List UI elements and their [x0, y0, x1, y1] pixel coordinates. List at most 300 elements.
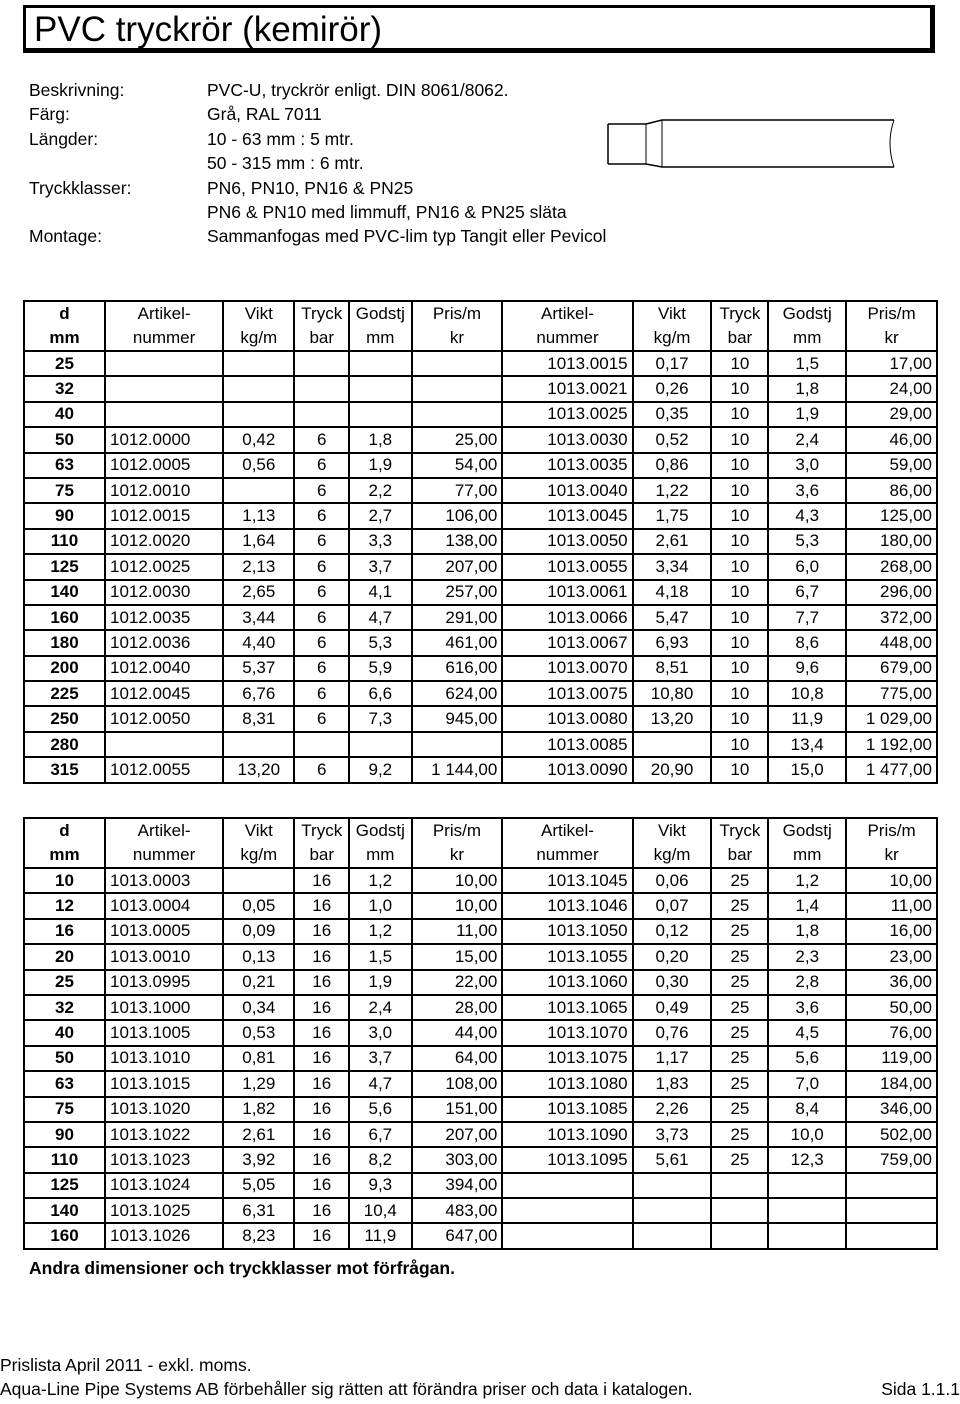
- table-cell: 28,00: [412, 995, 503, 1020]
- table-cell: 10: [711, 580, 768, 605]
- table-cell: [711, 1198, 768, 1223]
- table-cell: 160: [24, 1223, 105, 1248]
- header-row: [24, 326, 937, 351]
- table-cell: 1,9: [349, 970, 411, 995]
- table-cell: [768, 1223, 846, 1248]
- description-value: PN6 & PN10 med limmuff, PN16 & PN25 släta: [207, 201, 567, 222]
- column-header: mm: [768, 326, 846, 351]
- table-cell: 25: [711, 1071, 768, 1096]
- table-cell: [349, 732, 411, 757]
- table-cell: 1013.0066: [502, 605, 632, 630]
- table-cell: 16: [294, 893, 349, 918]
- column-header: nummer: [105, 326, 223, 351]
- column-header: bar: [711, 843, 768, 868]
- table-cell: 11,00: [412, 919, 503, 944]
- table-cell: 0,35: [633, 402, 712, 427]
- table-cell: 1013.1046: [502, 893, 632, 918]
- table-cell: 32: [24, 376, 105, 401]
- table-cell: 1012.0010: [105, 478, 223, 503]
- column-header: Vikt: [223, 301, 294, 326]
- table-cell: 291,00: [412, 605, 503, 630]
- table-cell: 25: [711, 1020, 768, 1045]
- table-cell: 180: [24, 630, 105, 655]
- table-cell: 2,65: [223, 580, 294, 605]
- table-cell: 1013.0085: [502, 732, 632, 757]
- table-cell: 10: [711, 478, 768, 503]
- table-cell: 8,31: [223, 706, 294, 731]
- table-cell: 25: [711, 919, 768, 944]
- table-cell: 25: [711, 995, 768, 1020]
- column-header: Pris/m: [846, 818, 937, 843]
- table-cell: 140: [24, 1198, 105, 1223]
- table-cell: 1013.0045: [502, 503, 632, 528]
- table-cell: 25,00: [412, 427, 503, 452]
- table-cell: 5,6: [768, 1046, 846, 1071]
- column-header: kr: [412, 326, 503, 351]
- table-cell: 1013.0040: [502, 478, 632, 503]
- table-cell: 138,00: [412, 529, 503, 554]
- table-cell: 1013.1015: [105, 1071, 223, 1096]
- table-cell: 1012.0045: [105, 681, 223, 706]
- column-header: kr: [412, 843, 503, 868]
- table-row: [24, 893, 937, 918]
- column-header: Pris/m: [412, 301, 503, 326]
- table-cell: 1013.0010: [105, 944, 223, 969]
- table-cell: 90: [24, 503, 105, 528]
- table-row: [24, 757, 937, 782]
- table-cell: [223, 478, 294, 503]
- column-header: nummer: [502, 326, 632, 351]
- table-row: [24, 605, 937, 630]
- table-cell: 25: [711, 1046, 768, 1071]
- table-cell: 64,00: [412, 1046, 503, 1071]
- table-cell: 303,00: [412, 1147, 503, 1172]
- table-cell: 1,8: [349, 427, 411, 452]
- table-cell: [223, 351, 294, 376]
- table-cell: 647,00: [412, 1223, 503, 1248]
- column-header: kg/m: [223, 843, 294, 868]
- table-cell: 1,8: [768, 376, 846, 401]
- table-row: [24, 427, 937, 452]
- table-cell: 17,00: [846, 351, 937, 376]
- table-cell: 16: [294, 1173, 349, 1198]
- table-cell: 280: [24, 732, 105, 757]
- table-cell: 10: [711, 427, 768, 452]
- column-header: Godstj: [349, 818, 411, 843]
- table-cell: 5,6: [349, 1097, 411, 1122]
- table-cell: 3,6: [768, 478, 846, 503]
- table-cell: 15,0: [768, 757, 846, 782]
- note: Andra dimensioner och tryckklasser mot förfrågan.: [29, 1258, 455, 1278]
- table-cell: 1012.0015: [105, 503, 223, 528]
- table-cell: 25: [711, 1097, 768, 1122]
- table-cell: 268,00: [846, 554, 937, 579]
- column-header: Vikt: [223, 818, 294, 843]
- table-cell: 2,8: [768, 970, 846, 995]
- column-header: Godstj: [349, 301, 411, 326]
- table-row: [24, 376, 937, 401]
- table-cell: [633, 732, 712, 757]
- table-cell: [223, 376, 294, 401]
- table-cell: 50: [24, 427, 105, 452]
- table-cell: 1013.1000: [105, 995, 223, 1020]
- table-cell: 346,00: [846, 1097, 937, 1122]
- table-cell: 86,00: [846, 478, 937, 503]
- table-cell: [223, 402, 294, 427]
- table-cell: 160: [24, 605, 105, 630]
- table-cell: [412, 376, 503, 401]
- table-cell: 1012.0050: [105, 706, 223, 731]
- table-cell: 4,3: [768, 503, 846, 528]
- column-header: bar: [294, 326, 349, 351]
- column-header: Artikel-: [105, 301, 223, 326]
- table-cell: 0,52: [633, 427, 712, 452]
- table-cell: 13,4: [768, 732, 846, 757]
- column-header: kg/m: [223, 326, 294, 351]
- description-value: 50 - 315 mm : 6 mtr.: [207, 153, 364, 174]
- table-cell: 10: [711, 376, 768, 401]
- table-cell: 6,76: [223, 681, 294, 706]
- table-cell: 10,80: [633, 681, 712, 706]
- table-cell: 90: [24, 1122, 105, 1147]
- table-cell: 250: [24, 706, 105, 731]
- table-cell: 3,3: [349, 529, 411, 554]
- table-cell: 7,0: [768, 1071, 846, 1096]
- table-cell: 1,9: [768, 402, 846, 427]
- table-cell: 16: [294, 1046, 349, 1071]
- table-cell: [105, 351, 223, 376]
- description-value: Grå, RAL 7011: [207, 104, 322, 125]
- table-cell: [633, 1223, 712, 1248]
- column-header: mm: [768, 843, 846, 868]
- table-cell: 1013.0995: [105, 970, 223, 995]
- table-row: [24, 1122, 937, 1147]
- table-cell: 7,3: [349, 706, 411, 731]
- table-cell: 125: [24, 554, 105, 579]
- description-label: Montage:: [29, 226, 102, 247]
- table-cell: 1013.0067: [502, 630, 632, 655]
- table-cell: 10: [711, 630, 768, 655]
- table-cell: 13,20: [633, 706, 712, 731]
- table-cell: 16: [294, 1097, 349, 1122]
- table-cell: 1,13: [223, 503, 294, 528]
- table-cell: 2,61: [633, 529, 712, 554]
- table-cell: 25: [711, 970, 768, 995]
- table-cell: 10: [711, 503, 768, 528]
- column-header: kg/m: [633, 843, 712, 868]
- table-cell: 11,9: [768, 706, 846, 731]
- title-box: [23, 5, 935, 53]
- table-cell: 1 192,00: [846, 732, 937, 757]
- table-cell: 1013.1060: [502, 970, 632, 995]
- table-cell: [711, 1223, 768, 1248]
- table-cell: [349, 351, 411, 376]
- table-cell: 1,9: [349, 453, 411, 478]
- table-cell: 5,37: [223, 656, 294, 681]
- table-cell: 1012.0020: [105, 529, 223, 554]
- table-cell: 10: [711, 757, 768, 782]
- pvc-table-pn6-pn10: [23, 300, 938, 784]
- header-row: [24, 843, 937, 868]
- table-cell: [105, 732, 223, 757]
- column-header: nummer: [105, 843, 223, 868]
- column-header: mm: [349, 843, 411, 868]
- table-cell: 1013.0005: [105, 919, 223, 944]
- column-header: mm: [349, 326, 411, 351]
- table-cell: 1012.0040: [105, 656, 223, 681]
- table-cell: 1013.1023: [105, 1147, 223, 1172]
- table-cell: 2,2: [349, 478, 411, 503]
- table-cell: 13,20: [223, 757, 294, 782]
- table-row: [24, 681, 937, 706]
- table-cell: 6: [294, 656, 349, 681]
- table-cell: 25: [711, 1147, 768, 1172]
- table-cell: 140: [24, 580, 105, 605]
- table-cell: [768, 1173, 846, 1198]
- table-cell: 1013.1085: [502, 1097, 632, 1122]
- table-cell: 296,00: [846, 580, 937, 605]
- table-cell: 1013.1020: [105, 1097, 223, 1122]
- table-cell: 502,00: [846, 1122, 937, 1147]
- footer-price-date: Prislista April 2011 - exkl. moms.: [0, 1355, 252, 1375]
- table-cell: 372,00: [846, 605, 937, 630]
- column-header: Vikt: [633, 301, 712, 326]
- table-cell: 0,30: [633, 970, 712, 995]
- pipe-illustration: [606, 118, 896, 168]
- table-row: [24, 868, 937, 893]
- column-header: Tryck: [294, 818, 349, 843]
- header-row: [24, 301, 937, 326]
- column-header: Pris/m: [412, 818, 503, 843]
- table-cell: 59,00: [846, 453, 937, 478]
- table-cell: 1013.1095: [502, 1147, 632, 1172]
- table-cell: 945,00: [412, 706, 503, 731]
- table-cell: 50,00: [846, 995, 937, 1020]
- table-cell: 0,21: [223, 970, 294, 995]
- table-cell: 16: [294, 1223, 349, 1248]
- description-label: Färg:: [29, 104, 70, 125]
- table-cell: 25: [711, 1122, 768, 1147]
- table-cell: 10: [24, 868, 105, 893]
- table-cell: 1013.1026: [105, 1223, 223, 1248]
- table-cell: 10,8: [768, 681, 846, 706]
- table-cell: [846, 1223, 937, 1248]
- table-cell: [105, 376, 223, 401]
- table-cell: 16: [294, 868, 349, 893]
- table-cell: 25: [711, 893, 768, 918]
- table-cell: 10,4: [349, 1198, 411, 1223]
- table-cell: 483,00: [412, 1198, 503, 1223]
- table-cell: 6: [294, 529, 349, 554]
- table-cell: 63: [24, 1071, 105, 1096]
- table-cell: 0,34: [223, 995, 294, 1020]
- table-cell: 12,3: [768, 1147, 846, 1172]
- table-cell: 184,00: [846, 1071, 937, 1096]
- table-cell: 1,8: [768, 919, 846, 944]
- table-cell: 5,3: [349, 630, 411, 655]
- page-title: PVC tryckrör (kemirör): [34, 10, 383, 49]
- table-row: [24, 1071, 937, 1096]
- table-cell: 16: [294, 1071, 349, 1096]
- table-cell: 180,00: [846, 529, 937, 554]
- table-cell: 1 477,00: [846, 757, 937, 782]
- table-cell: 6: [294, 706, 349, 731]
- table-cell: 2,4: [768, 427, 846, 452]
- table-cell: 6: [294, 681, 349, 706]
- table-cell: 11,9: [349, 1223, 411, 1248]
- table-row: [24, 1097, 937, 1122]
- table-cell: 10: [711, 529, 768, 554]
- table-cell: 16: [294, 1198, 349, 1223]
- table-row: [24, 453, 937, 478]
- table-cell: [502, 1173, 632, 1198]
- table-cell: 106,00: [412, 503, 503, 528]
- table-cell: 1,82: [223, 1097, 294, 1122]
- column-header: Godstj: [768, 301, 846, 326]
- table-cell: 2,13: [223, 554, 294, 579]
- table-cell: 5,05: [223, 1173, 294, 1198]
- table-cell: 10,0: [768, 1122, 846, 1147]
- column-header: kr: [846, 843, 937, 868]
- table-cell: 1012.0000: [105, 427, 223, 452]
- table-cell: 0,07: [633, 893, 712, 918]
- column-header: bar: [294, 843, 349, 868]
- table-row: [24, 503, 937, 528]
- table-cell: [349, 402, 411, 427]
- table-cell: 10,00: [846, 868, 937, 893]
- table-cell: 1013.1090: [502, 1122, 632, 1147]
- table-cell: 46,00: [846, 427, 937, 452]
- table-cell: 125: [24, 1173, 105, 1198]
- table-cell: 0,53: [223, 1020, 294, 1045]
- column-header: nummer: [502, 843, 632, 868]
- table-cell: 2,61: [223, 1122, 294, 1147]
- table-cell: 315: [24, 757, 105, 782]
- table-cell: 25: [24, 351, 105, 376]
- table-cell: 9,3: [349, 1173, 411, 1198]
- table-cell: 200: [24, 656, 105, 681]
- table-cell: 2,26: [633, 1097, 712, 1122]
- table-row: [24, 944, 937, 969]
- column-header: Artikel-: [502, 818, 632, 843]
- table-cell: 5,9: [349, 656, 411, 681]
- table-cell: 3,0: [768, 453, 846, 478]
- table-cell: 5,47: [633, 605, 712, 630]
- table-cell: 0,56: [223, 453, 294, 478]
- table-cell: [223, 732, 294, 757]
- table-cell: 1,17: [633, 1046, 712, 1071]
- column-header: Godstj: [768, 818, 846, 843]
- table-cell: [223, 868, 294, 893]
- table-cell: 1013.0025: [502, 402, 632, 427]
- table-row: [24, 732, 937, 757]
- table-cell: 10: [711, 554, 768, 579]
- table-cell: 1 144,00: [412, 757, 503, 782]
- table-cell: 10,00: [412, 868, 503, 893]
- table-cell: 5,3: [768, 529, 846, 554]
- table-cell: 6: [294, 630, 349, 655]
- table-cell: 6: [294, 453, 349, 478]
- table-cell: 4,1: [349, 580, 411, 605]
- table-cell: [294, 376, 349, 401]
- table-cell: 1013.1025: [105, 1198, 223, 1223]
- column-header: mm: [24, 843, 105, 868]
- table-cell: 16,00: [846, 919, 937, 944]
- table-cell: [294, 402, 349, 427]
- table-cell: 1013.0021: [502, 376, 632, 401]
- table-cell: 616,00: [412, 656, 503, 681]
- table-cell: [412, 732, 503, 757]
- table-cell: 23,00: [846, 944, 937, 969]
- table-cell: 7,7: [768, 605, 846, 630]
- table-cell: 1012.0036: [105, 630, 223, 655]
- table-cell: 1,29: [223, 1071, 294, 1096]
- description-value: PN6, PN10, PN16 & PN25: [207, 177, 414, 198]
- table-cell: 1013.0075: [502, 681, 632, 706]
- table-cell: 1,64: [223, 529, 294, 554]
- table-cell: [412, 351, 503, 376]
- table-cell: 3,92: [223, 1147, 294, 1172]
- table-cell: [711, 1173, 768, 1198]
- table-cell: 20,90: [633, 757, 712, 782]
- table-cell: 6: [294, 478, 349, 503]
- table-cell: 679,00: [846, 656, 937, 681]
- table-cell: 225: [24, 681, 105, 706]
- table-cell: 6: [294, 554, 349, 579]
- table-cell: 10,00: [412, 893, 503, 918]
- table-cell: 40: [24, 1020, 105, 1045]
- table-cell: 1,2: [349, 919, 411, 944]
- table-cell: 36,00: [846, 970, 937, 995]
- table-cell: 2,3: [768, 944, 846, 969]
- table-row: [24, 580, 937, 605]
- table-cell: 257,00: [412, 580, 503, 605]
- column-header: d: [24, 301, 105, 326]
- table-cell: 775,00: [846, 681, 937, 706]
- table-cell: 110: [24, 529, 105, 554]
- table-cell: 1,83: [633, 1071, 712, 1096]
- table-cell: 6,7: [768, 580, 846, 605]
- table-cell: 77,00: [412, 478, 503, 503]
- table-cell: 63: [24, 453, 105, 478]
- table-row: [24, 1198, 937, 1223]
- table-cell: 16: [294, 995, 349, 1020]
- table-cell: 16: [294, 1020, 349, 1045]
- table-cell: 1013.0061: [502, 580, 632, 605]
- table-cell: [633, 1198, 712, 1223]
- table-cell: 1013.1055: [502, 944, 632, 969]
- header-row: [24, 818, 937, 843]
- column-header: Artikel-: [502, 301, 632, 326]
- table-row: [24, 1046, 937, 1071]
- table-cell: 1,5: [349, 944, 411, 969]
- table-cell: 10: [711, 402, 768, 427]
- table-cell: 29,00: [846, 402, 937, 427]
- table-cell: [633, 1173, 712, 1198]
- table-cell: 4,18: [633, 580, 712, 605]
- table-cell: 0,12: [633, 919, 712, 944]
- table-cell: 5,61: [633, 1147, 712, 1172]
- table-cell: 1,2: [768, 868, 846, 893]
- table-cell: 50: [24, 1046, 105, 1071]
- table-cell: 10: [711, 656, 768, 681]
- description-value: Sammanfogas med PVC-lim typ Tangit eller Pevicol: [207, 226, 607, 247]
- table-cell: 25: [711, 868, 768, 893]
- table-cell: 394,00: [412, 1173, 503, 1198]
- table-cell: 0,20: [633, 944, 712, 969]
- table-cell: [502, 1223, 632, 1248]
- table-cell: 1,22: [633, 478, 712, 503]
